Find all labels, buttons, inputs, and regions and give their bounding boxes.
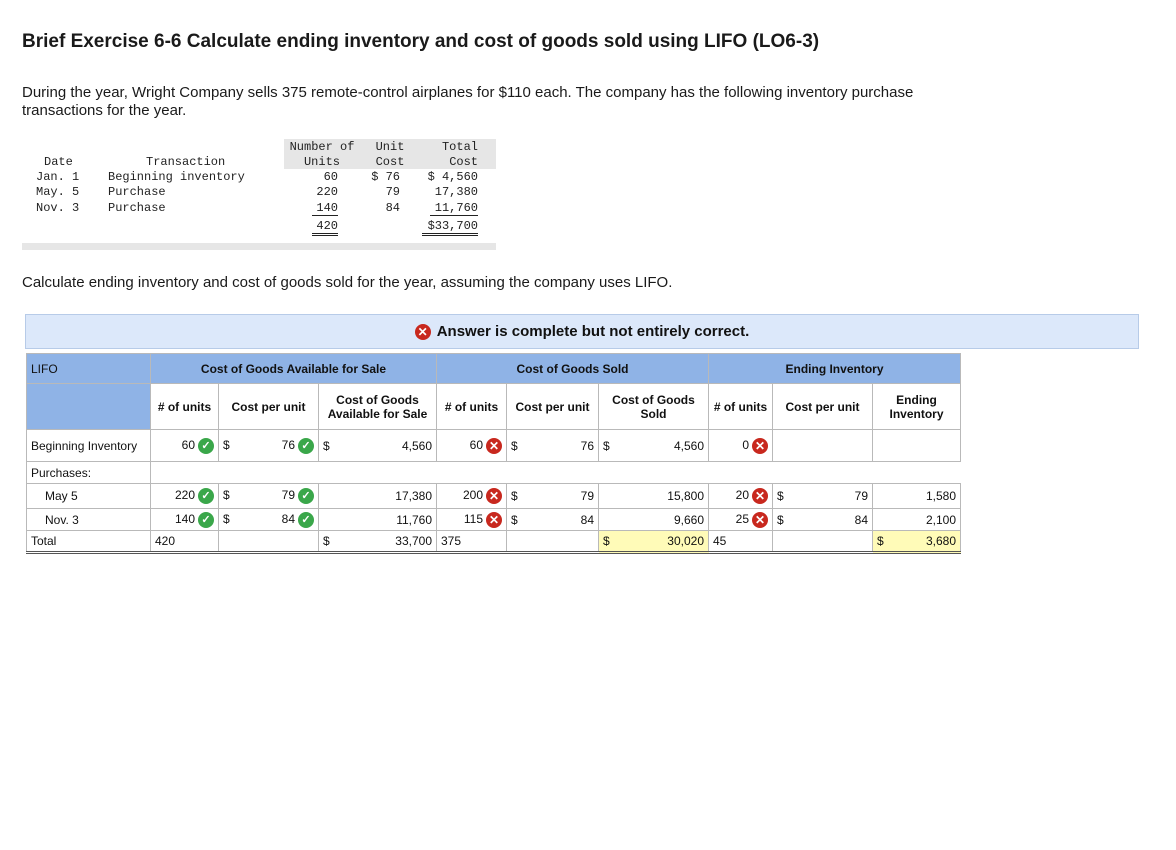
input-sold-cost[interactable]: $ 76 xyxy=(507,430,599,462)
correct-icon: ✓ xyxy=(198,488,214,504)
input-end-total[interactable]: $ 3,680 xyxy=(873,531,961,553)
input-end-total[interactable]: 2,100 xyxy=(873,509,961,531)
banner-text: Answer is complete but not entirely correct. xyxy=(436,323,750,340)
incorrect-icon: ✕ xyxy=(752,488,768,504)
input-sold-units[interactable]: 115 ✕ xyxy=(437,509,507,531)
incorrect-icon: ✕ xyxy=(415,324,431,340)
header-cost-line1: Unit xyxy=(375,140,405,154)
correct-icon: ✓ xyxy=(298,438,314,454)
row-units: 60 xyxy=(323,170,338,184)
input-avail-total[interactable]: $ 33,700 xyxy=(319,531,437,553)
header-date: Date xyxy=(44,155,73,169)
correct-icon: ✓ xyxy=(298,488,314,504)
input-end-units[interactable]: 0 ✕ xyxy=(709,430,773,462)
row-total: 17,380 xyxy=(434,185,478,199)
row-unit-cost: $ 76 xyxy=(371,170,400,184)
input-end-cost[interactable]: $ 84 xyxy=(773,509,873,531)
input-end-cost[interactable] xyxy=(773,430,873,462)
input-avail-total[interactable]: 17,380 xyxy=(319,484,437,509)
total-units: 420 xyxy=(312,219,338,236)
row-date: Jan. 1 xyxy=(36,170,80,184)
input-avail-cost[interactable]: $ 84 ✓ xyxy=(219,509,319,531)
correct-icon: ✓ xyxy=(198,438,214,454)
input-sold-cost[interactable]: $ 79 xyxy=(507,484,599,509)
input-end-total[interactable]: 1,580 xyxy=(873,484,961,509)
col-end-units: # of units xyxy=(709,384,773,430)
col-sold-cost-per-unit: Cost per unit xyxy=(507,384,599,430)
input-avail-units[interactable]: 60 ✓ xyxy=(151,430,219,462)
col-avail-cost-per-unit: Cost per unit xyxy=(219,384,319,430)
instruction-text: Calculate ending inventory and cost of goods sold for the year, assuming the company uses LIFO. xyxy=(22,274,673,291)
page-title: Brief Exercise 6-6 Calculate ending inventory and cost of goods sold using LIFO (LO6-3) xyxy=(22,31,820,52)
total-avail-cost-blank xyxy=(219,531,319,553)
col-avail-units: # of units xyxy=(151,384,219,430)
header-total-line1: Total xyxy=(441,140,478,154)
row-label-nov: Nov. 3 xyxy=(27,509,151,531)
answer-status-banner xyxy=(25,314,1139,349)
header-units-line1: Number of xyxy=(289,140,355,154)
input-avail-total[interactable]: $ 4,560 xyxy=(319,430,437,462)
col-end-total: Ending Inventory xyxy=(873,384,961,430)
input-end-units[interactable]: 20 ✕ xyxy=(709,484,773,509)
input-avail-units[interactable]: 140 ✓ xyxy=(151,509,219,531)
total-sold-cost-blank xyxy=(507,531,599,553)
input-end-cost[interactable]: $ 79 xyxy=(773,484,873,509)
row-date: Nov. 3 xyxy=(36,201,80,215)
col-avail-total: Cost of Goods Available for Sale xyxy=(319,384,437,430)
purchases-spacer xyxy=(151,462,961,484)
input-sold-total[interactable]: 15,800 xyxy=(599,484,709,509)
row-label-beginning: Beginning Inventory xyxy=(27,430,151,462)
header-total-line2: Cost xyxy=(449,155,478,169)
row-transaction: Purchase xyxy=(108,201,166,215)
input-end-units[interactable]: 25 ✕ xyxy=(709,509,773,531)
header-transaction: Transaction xyxy=(146,155,226,169)
col-sold-total: Cost of Goods Sold xyxy=(599,384,709,430)
incorrect-icon: ✕ xyxy=(486,488,502,504)
group-cost-available: Cost of Goods Available for Sale xyxy=(151,354,437,384)
row-total: 11,760 xyxy=(430,201,478,216)
row-transaction: Beginning inventory xyxy=(108,170,245,184)
lifo-corner-label: LIFO xyxy=(27,354,151,384)
row-transaction: Purchase xyxy=(108,185,166,199)
input-end-units[interactable]: 45 xyxy=(709,531,773,553)
row-label-may: May 5 xyxy=(27,484,151,509)
input-avail-cost[interactable]: $ 76 ✓ xyxy=(219,430,319,462)
input-avail-total[interactable]: 11,760 xyxy=(319,509,437,531)
purchases-table xyxy=(22,139,496,250)
input-sold-units[interactable]: 60 ✕ xyxy=(437,430,507,462)
total-end-cost-blank xyxy=(773,531,873,553)
col-sold-units: # of units xyxy=(437,384,507,430)
input-avail-units[interactable]: 220 ✓ xyxy=(151,484,219,509)
input-sold-total[interactable]: $ 30,020 xyxy=(599,531,709,553)
incorrect-icon: ✕ xyxy=(486,512,502,528)
col-end-cost-per-unit: Cost per unit xyxy=(773,384,873,430)
row-units: 140 xyxy=(312,201,338,216)
footer-band xyxy=(22,243,496,250)
group-cost-sold: Cost of Goods Sold xyxy=(437,354,709,384)
input-sold-total[interactable]: 9,660 xyxy=(599,509,709,531)
input-avail-units[interactable]: 420 xyxy=(151,531,219,553)
row-unit-cost: 79 xyxy=(385,185,400,199)
input-avail-cost[interactable]: $ 79 ✓ xyxy=(219,484,319,509)
incorrect-icon: ✕ xyxy=(752,438,768,454)
input-sold-total[interactable]: $ 4,560 xyxy=(599,430,709,462)
row-total: $ 4,560 xyxy=(427,170,478,184)
row-date: May. 5 xyxy=(36,185,80,199)
incorrect-icon: ✕ xyxy=(752,512,768,528)
input-sold-cost[interactable]: $ 84 xyxy=(507,509,599,531)
total-cost: $33,700 xyxy=(422,219,478,236)
correct-icon: ✓ xyxy=(298,512,314,528)
row-unit-cost: 84 xyxy=(385,201,400,215)
header-blank xyxy=(27,384,151,430)
group-ending-inventory: Ending Inventory xyxy=(709,354,961,384)
row-label-total: Total xyxy=(27,531,151,553)
header-cost-line2: Cost xyxy=(375,155,405,169)
incorrect-icon: ✕ xyxy=(486,438,502,454)
row-label-purchases: Purchases: xyxy=(27,462,151,484)
lifo-answer-table xyxy=(26,353,961,554)
correct-icon: ✓ xyxy=(198,512,214,528)
input-sold-units[interactable]: 200 ✕ xyxy=(437,484,507,509)
header-units-line2: Units xyxy=(303,155,340,169)
problem-intro: During the year, Wright Company sells 375 remote-control airplanes for $110 each. The company has the following inventory purchase transactions for the year. xyxy=(22,84,914,119)
input-end-total[interactable] xyxy=(873,430,961,462)
row-units: 220 xyxy=(316,185,338,199)
input-sold-units[interactable]: 375 xyxy=(437,531,507,553)
